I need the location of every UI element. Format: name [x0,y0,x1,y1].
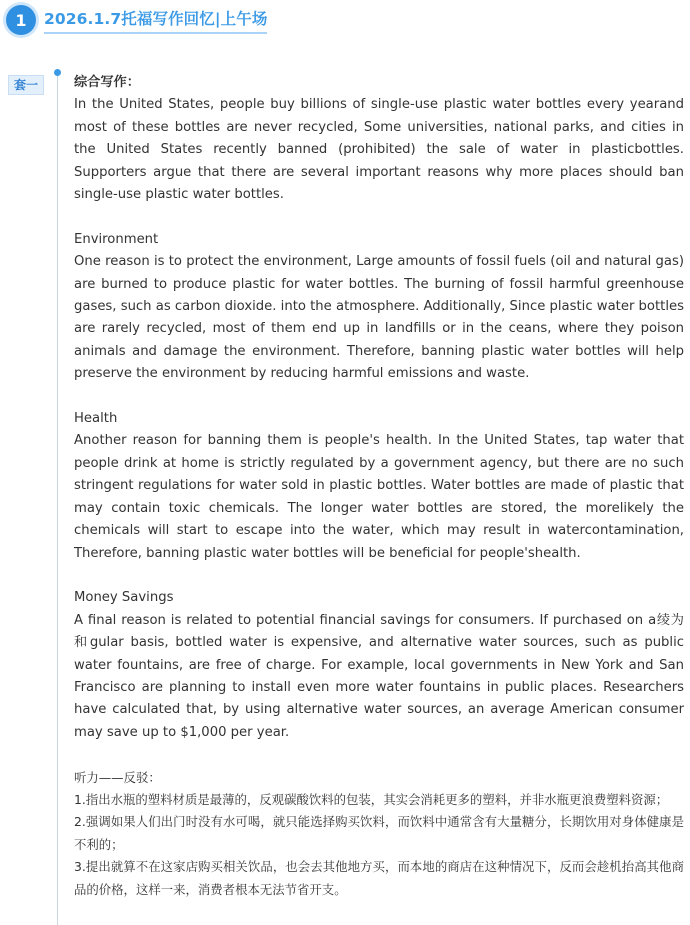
listening-point-1: 1.指出水瓶的塑料材质是最薄的，反观碳酸饮料的包装，其实会消耗更多的塑料，并非水瓶更浪费塑料资源； [74,791,669,807]
article-content [74,72,684,901]
spacer [74,206,684,228]
health-heading: Health [74,411,118,427]
section-header [6,4,267,36]
money-paragraph: A final reason is related to potential financial savings for consumers. If purchased on a绫为和gular basis, bottled water is expensive, and alternative water sources, such as public water fountains, are free of charge. For example, local governments in New York and San Francisco are planning to install even more water fountains in public places. Researchers have calculated that, by using alternative water sources, an average American consumer may save up to $1,000 per year. [74,612,684,740]
money-heading: Money Savings [74,590,174,606]
intro-paragraph: In the United States, people buy billions of single-use plastic water bottles every yearand most of these bottles are never recycled, Some universities, national parks, and cities in the United States recently banned (prohibited) the sale of water in plasticbottles. Supporters argue that there are several important reasons why more places should ban single-use plastic water bottles. [74,97,684,203]
section-title: 综合写作： [74,75,140,90]
page-title: 2026.1.7托福写作回忆|上午场 [44,7,267,34]
listening-point-3: 3.提出就算不在这家店购买相关饮品，也会去其他地方买，而本地的商店在这种情况下，反而会趁机抬高其他商品的价格，这样一来，消费者根本无法节省开支。 [74,859,684,897]
timeline-dot [54,69,61,76]
health-paragraph: Another reason for banning them is people's health. In the United States, tap water that people drink at home is strictly regulated by a government agency, but there are no such stringent regulations for water sold in plastic bottles. Water bottles are made of plastic that may contain toxic chemicals. The longer water bottles are stored, the morelikely the chemicals will start to escape into the water, which may result in watercontamination, Therefore, banning plastic water bottles will be beneficial for people'shealth. [74,433,684,561]
listening-heading: 听力——反驳： [74,769,161,785]
set-label: 套一 [8,75,44,95]
spacer [74,744,684,766]
environment-heading: Environment [74,231,159,247]
spacer [74,386,684,408]
spacer [74,565,684,587]
timeline-line [57,74,58,925]
listening-point-2: 2.强调如果人们出门时没有水可喝，就只能选择购买饮料，而饮料中通常含有大量糖分，长期饮用对身体健康是不利的； [74,814,684,852]
section-number-badge: 1 [6,5,36,35]
environment-paragraph: One reason is to protect the environment, Large amounts of fossil fuels (oil and natural gas) are burned to produce plastic for water bottles. The burning of fossil harmful greenhouse gases, such as carbon dioxide. into the atmosphere. Additionally, Since plastic water bottles are rarely recycled, most of them end up in landfills or in the ceans, where they poison animals and damage the environment. Therefore, banning plastic water bottles will help preserve the environment by reducing harmful emissions and waste. [74,254,684,382]
